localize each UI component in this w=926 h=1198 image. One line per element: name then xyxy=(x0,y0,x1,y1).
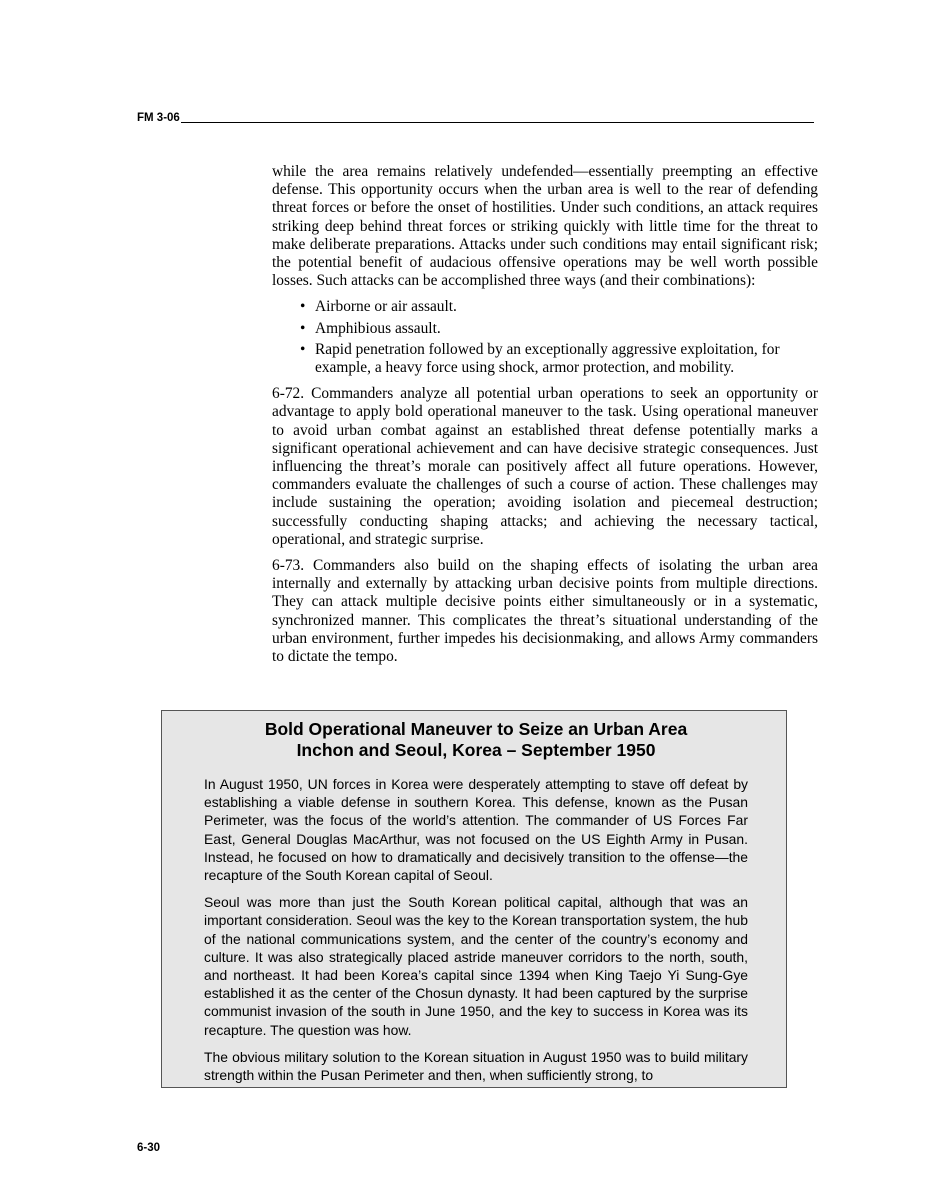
list-item-text: Airborne or air assault. xyxy=(315,298,457,316)
historical-vignette-box xyxy=(161,710,787,1088)
bullet-icon: • xyxy=(300,319,306,337)
vignette-paragraph: The obvious military solution to the Korean situation in August 1950 was to build military strength within the Pusan Perimeter and then, when sufficiently strong, to xyxy=(204,1048,748,1084)
bullet-icon: • xyxy=(300,298,306,316)
running-header xyxy=(137,110,814,124)
list-item-text: Amphibious assault. xyxy=(315,319,441,337)
bullet-list xyxy=(272,298,818,377)
vignette-title-line1: Bold Operational Maneuver to Seize an Urban Area xyxy=(264,719,688,739)
list-item xyxy=(272,320,818,338)
bullet-icon: • xyxy=(300,340,306,358)
main-text-column xyxy=(272,163,818,674)
vignette-paragraph: Seoul was more than just the South Korean political capital, although that was an important consideration. Seoul was the key to the Korean transportation system, the hub of the national communications system, and the center of the country’s economy and culture. It was also strategically placed astride maneuver corridors to the north, south, and northeast. It had been Korea’s capital since 1394 when King Taejo Yi Sung-Gye established it as the center of the Chosun dynasty. It had been captured by the surprise communist invasion of the south in June 1950, and the key to success in Korea was its recapture. The question was how. xyxy=(204,894,748,1038)
list-item-text: Rapid penetration followed by an exceptionally aggressive exploitation, for example, a heavy force using shock, armor protection, and mobility. xyxy=(315,340,780,377)
intro-paragraph: while the area remains relatively undefended—essentially preempting an effective defense. This opportunity occurs when the urban area is well to the rear of defending threat forces or before the onset of hostilities. Under such conditions, an attack requires striking deep behind threat forces or striking quickly with little time for the threat to make deliberate preparations. Attacks under such conditions may entail significant risk; the potential benefit of audacious offensive operations may be well worth possible losses. Such attacks can be accomplished three ways (and their combinations): xyxy=(272,163,818,290)
paragraph-6-72: 6-72. Commanders analyze all potential urban operations to seek an opportunity or advantage to apply bold operational maneuver to the task. Using operational maneuver to avoid urban combat against an established threat defense potentially marks a significant operational achievement and can have decisive strategic consequences. Just influencing the threat’s morale can positively affect all future operations. However, commanders evaluate the challenges of such a course of action. These challenges may include sustaining the operation; avoiding isolation and piecemeal destruction; successfully conducting shaping attacks; and achieving the necessary tactical, operational, and strategic surprise. xyxy=(272,385,818,548)
vignette-title xyxy=(204,719,748,761)
page-number: 6-30 xyxy=(137,1142,161,1154)
paragraph-6-73: 6-73. Commanders also build on the shaping effects of isolating the urban area internally and externally by attacking urban decisive points from multiple directions. They can attack multiple decisive points either simultaneously or in a systematic, synchronized manner. This complicates the threat’s situational understanding of the urban environment, further impedes his decisionmaking, and allows Army commanders to dictate the tempo. xyxy=(272,557,818,666)
list-item xyxy=(272,341,818,377)
vignette-title-line2: Inchon and Seoul, Korea – September 1950 xyxy=(296,740,656,760)
manual-id: FM 3-06 xyxy=(137,112,180,124)
vignette-paragraph: In August 1950, UN forces in Korea were desperately attempting to stave off defeat by establishing a viable defense in southern Korea. This defense, known as the Pusan Perimeter, was the focus of the world’s attention. The commander of US Forces Far East, General Douglas MacArthur, was not focused on the US Eighth Army in Pusan. Instead, he focused on how to dramatically and decisively transition to the offense—the recapture of the South Korean capital of Seoul. xyxy=(204,776,748,884)
list-item xyxy=(272,298,818,316)
header-rule xyxy=(181,122,814,123)
